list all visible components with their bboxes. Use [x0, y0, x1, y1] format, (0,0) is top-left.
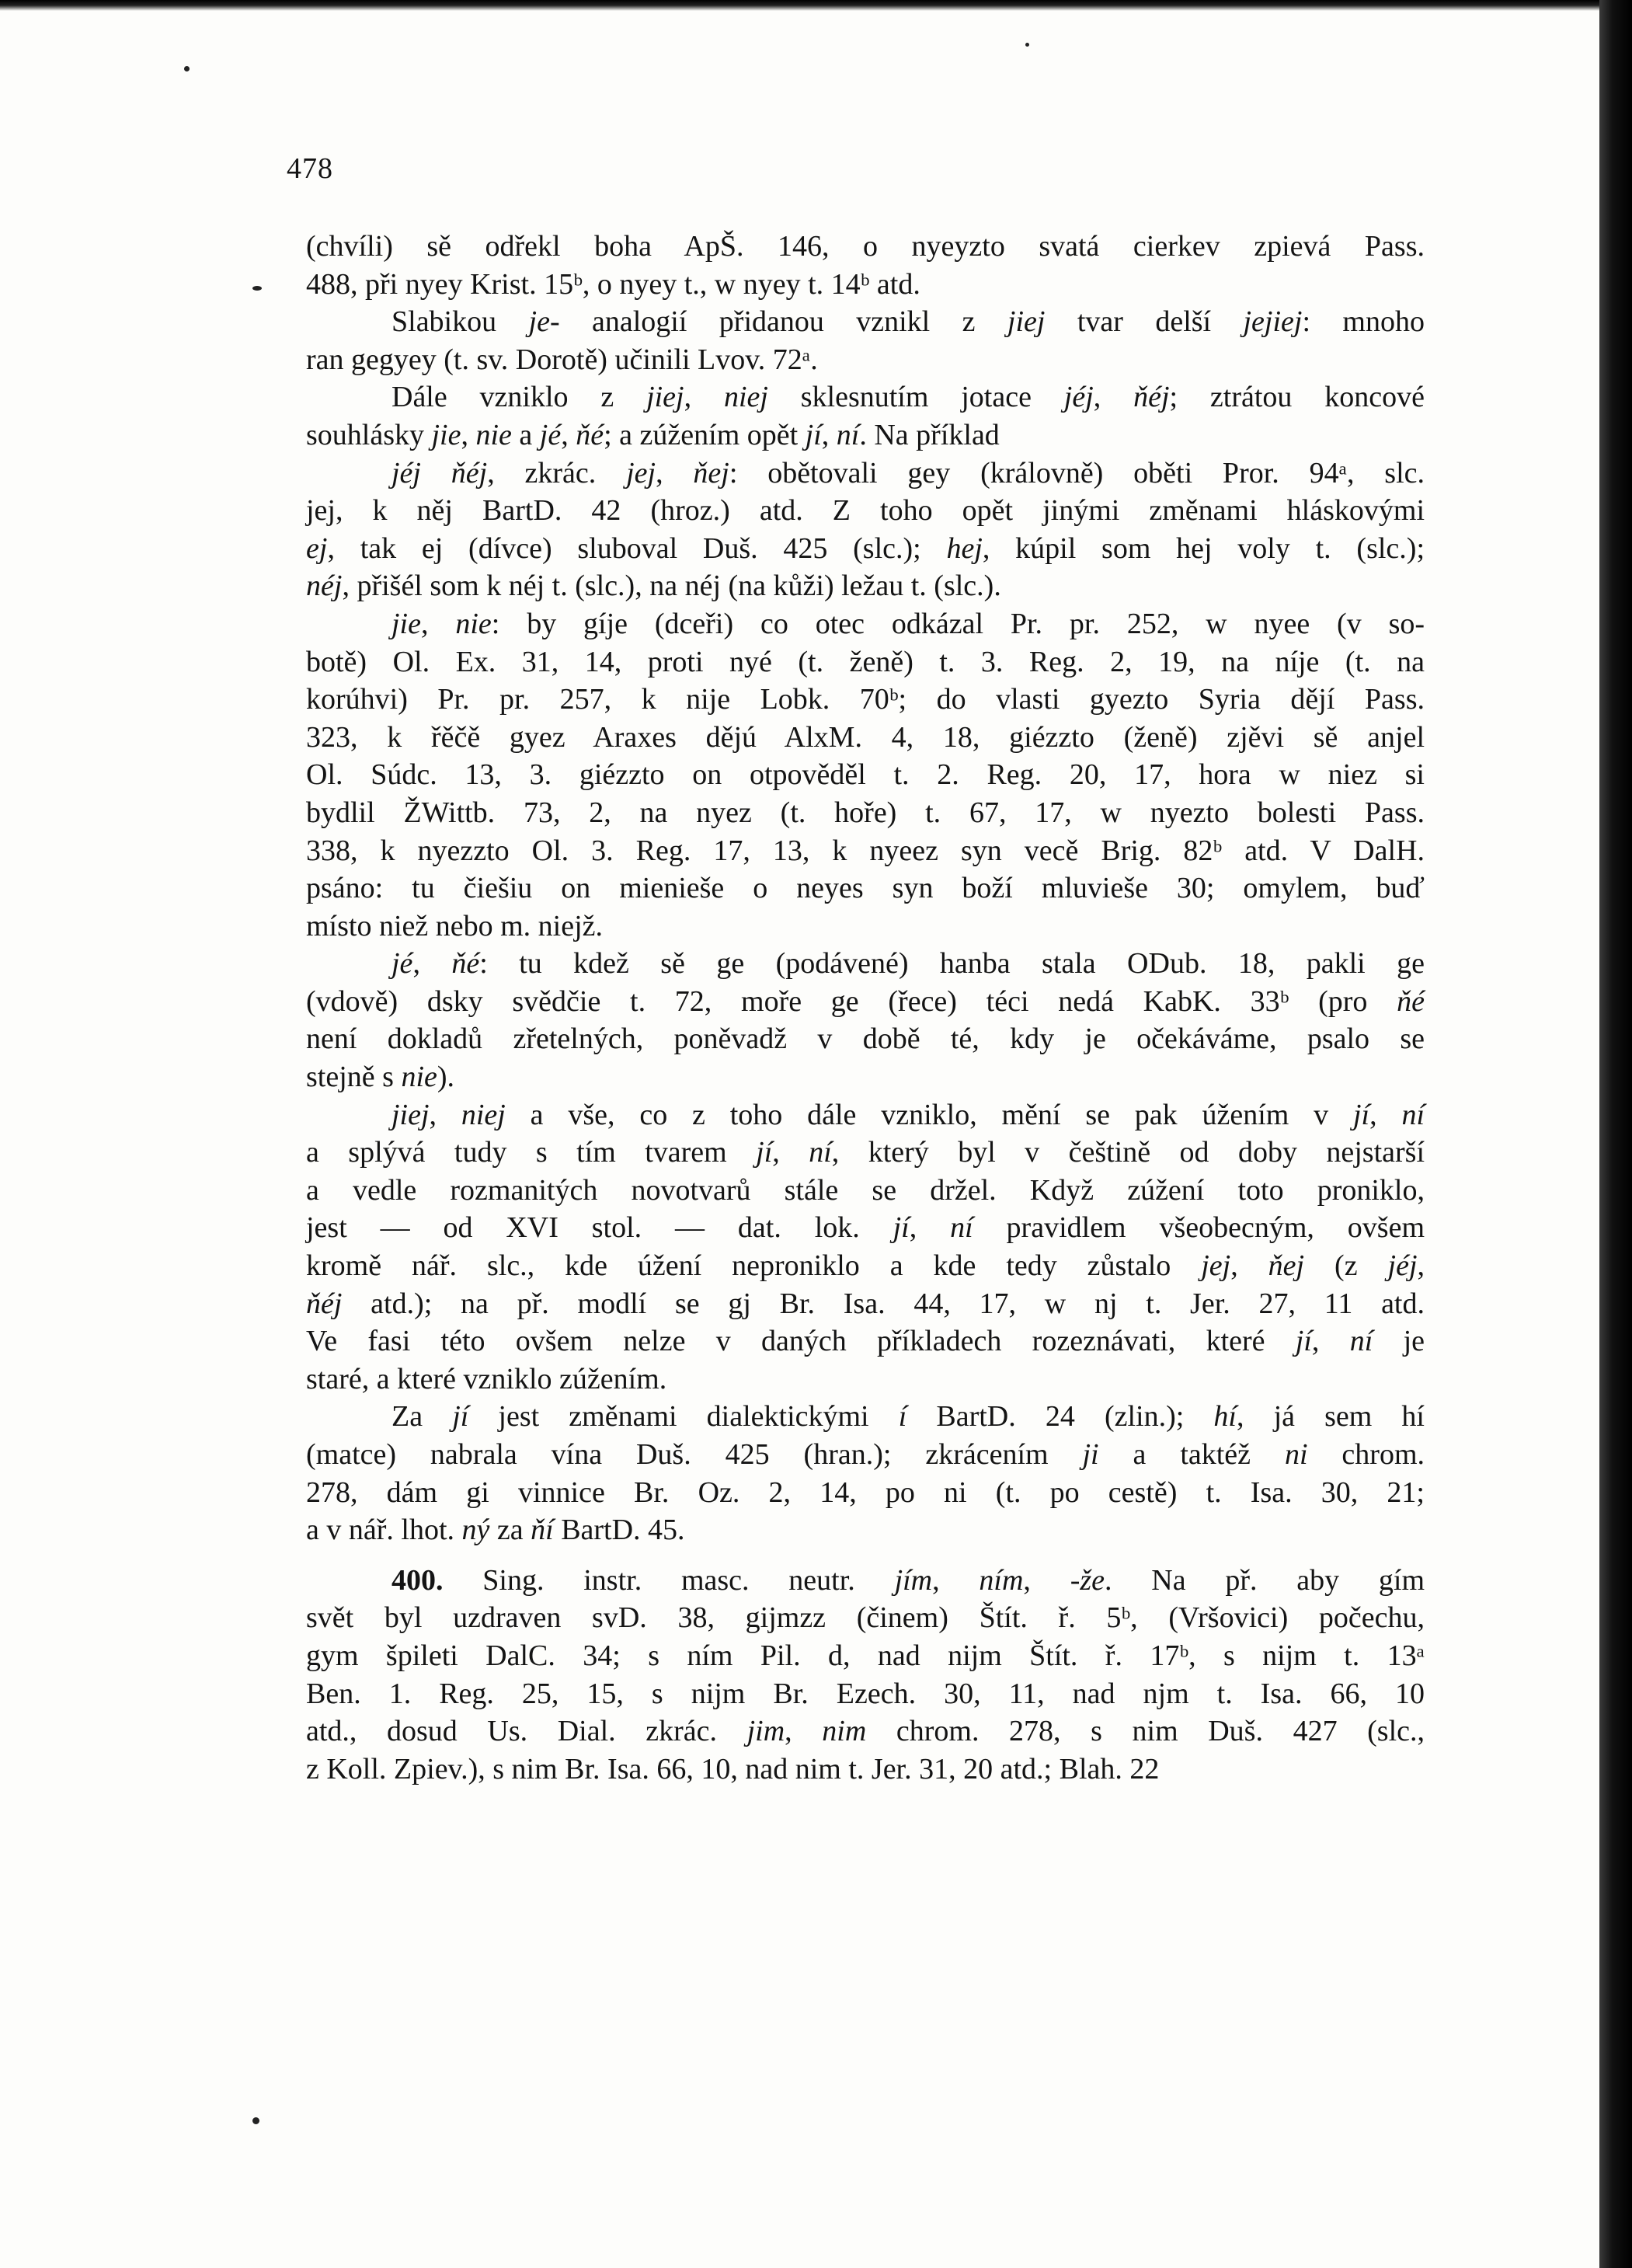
text-line: jie, nie: by gíje (dceři) co otec odkázal Pr. pr. 252, w nyee (v so-: [391, 607, 1425, 640]
scan-edge-top: [0, 0, 1632, 11]
text-line: 278, dám gi vinnice Br. Oz. 2, 14, po ni (t. po cestě) t. Isa. 30, 21;: [306, 1475, 1425, 1509]
text-line: ej, tak ej (dívce) sluboval Duš. 425 (slc.); hej, kúpil som hej voly t. (slc.);: [306, 531, 1425, 565]
text-line: 338, k nyezzto Ol. 3. Reg. 17, 13, k nyeez syn vecě Brig. 82ᵇ atd. V DalH.: [306, 834, 1425, 867]
text-line: (matce) nabrala vína Duš. 425 (hran.); zkrácením ji a taktéž ni chrom.: [306, 1438, 1425, 1471]
text-line: Ve fasi této ovšem nelze v daných příkladech rozeznávati, které jí, ní je: [306, 1325, 1425, 1358]
text-line: (vdově) dsky svědčie t. 72, moře ge (řece) téci nedá KabK. 33ᵇ (pro ňé: [306, 984, 1425, 1018]
text-line: néj, přišél som k néj t. (slc.), na néj (na kůži) ležau t. (slc.).: [306, 570, 1001, 603]
text-line: (chvíli) sě odřekl boha ApŠ. 146, o nyeyzto svatá cierkev zpievá Pass.: [306, 230, 1425, 263]
paragraph: [306, 455, 1425, 605]
paragraph: [306, 303, 1425, 378]
text-line: jej, k něj BartD. 42 (hroz.) atd. Z toho opět jinými změnami hláskovými: [306, 494, 1425, 528]
paragraph: [306, 945, 1425, 1096]
text-line: korúhvi) Pr. pr. 257, k nije Lobk. 70ᵇ; do vlasti gyezto Syria dějí Pass.: [306, 683, 1425, 716]
text-line: místo niež nebo m. niejž.: [306, 909, 604, 942]
text-line: a vedle rozmanitých novotvarů stále se držel. Když zúžení toto proniklo,: [306, 1173, 1425, 1207]
text-line: a v nář. lhot. ný za ňí BartD. 45.: [306, 1514, 685, 1547]
text-line: jé, ňé: tu kdež sě ge (podávené) hanba stala ODub. 18, pakli ge: [391, 947, 1425, 981]
section-gap: [306, 1549, 1425, 1562]
paragraph: [306, 378, 1425, 454]
text-line: atd., dosud Us. Dial. zkrác. jim, nim chrom. 278, s nim Duš. 427 (slc.,: [306, 1715, 1425, 1748]
text-line: a splývá tudy s tím tvarem jí, ní, který byl v češtině od doby nejstarší: [306, 1136, 1425, 1169]
text-line: Za jí jest změnami dialektickými í BartD. 24 (zlin.); hí, já sem hí: [391, 1400, 1425, 1434]
scan-speck: [252, 286, 262, 291]
text-line: gym špileti DalC. 34; s ním Pil. d, nad nijm Štít. ř. 17ᵇ, s nijm t. 13ᵃ: [306, 1639, 1425, 1672]
scan-edge-right: [1599, 0, 1632, 2268]
text-line: jéj ňéj, zkrác. jej, ňej: obětovali gey (královně) oběti Pror. 94ᵃ, slc.: [391, 456, 1425, 489]
text-line: souhlásky jie, nie a jé, ňé; a zúžením opět jí, ní. Na příklad: [306, 418, 1000, 451]
text-line: Ben. 1. Reg. 25, 15, s nijm Br. Ezech. 30, 11, nad njm t. Isa. 66, 10: [306, 1677, 1425, 1710]
text-line: jest — od XVI stol. — dat. lok. jí, ní pravidlem všeobecným, ovšem: [306, 1211, 1425, 1245]
text-line: 488, při nyey Krist. 15ᵇ, o nyey t., w nyey t. 14ᵇ atd.: [306, 267, 920, 301]
text-line: ran gegyey (t. sv. Dorotě) učinili Lvov. 72ᵃ.: [306, 343, 818, 376]
text-line: z Koll. Zpiev.), s nim Br. Isa. 66, 10, nad nim t. Jer. 31, 20 atd.; Blah. 22: [306, 1752, 1160, 1785]
text-line: botě) Ol. Ex. 31, 14, proti nyé (t. ženě) t. 3. Reg. 2, 19, na níje (t. na: [306, 645, 1425, 678]
text-line: kromě nář. slc., kde úžení neproniklo a kde tedy zůstalo jej, ňej (z jéj,: [306, 1249, 1425, 1283]
scan-speck: [184, 66, 190, 71]
text-line: není dokladů zřetelných, poněvadž v době té, kdy je očekáváme, psalo se: [306, 1023, 1425, 1056]
text-line: bydlil ŽWittb. 73, 2, na nyez (t. hoře) t. 67, 17, w nyezto bolesti Pass.: [306, 796, 1425, 829]
text-line: stejně s nie).: [306, 1061, 455, 1094]
text-line: Slabikou je- analogií přidanou vznikl z jiej tvar delší jejiej: mnoho: [391, 305, 1425, 339]
text-line: psáno: tu čiešiu on mieniešе o neyes syn boží mluviešе 30; omylem, buď: [306, 872, 1425, 905]
text-line: ňéj atd.); na př. modlí se gj Br. Isa. 44, 17, w nj t. Jer. 27, 11 atd.: [306, 1287, 1425, 1320]
paragraph: [306, 605, 1425, 945]
scan-speck: [252, 2117, 259, 2124]
text-line: jiej, niej a vše, co z toho dále vzniklo, mění se pak úžením v jí, ní: [391, 1098, 1425, 1131]
text-line: svět byl uzdraven svD. 38, gijmzz (činem) Štít. ř. 5ᵇ, (Vršovici) počechu,: [306, 1601, 1425, 1635]
text-line: 400. Sing. instr. masc. neutr. jím, ním, -že. Na př. aby gím: [391, 1563, 1425, 1597]
body-text: [306, 228, 1425, 1788]
paragraph: [306, 1398, 1425, 1549]
page-number: 478: [287, 152, 333, 185]
text-line: Ol. Súdc. 13, 3. giézzto on otpověděl t. 2. Reg. 20, 17, hora w niez si: [306, 758, 1425, 792]
text-line: 323, k řěčě gyez Araxes dějú AlxM. 4, 18, giézzto (ženě) zjěvi sě anjel: [306, 720, 1425, 754]
paragraph: [306, 228, 1425, 303]
text-line: staré, a které vzniklo zúžením.: [306, 1362, 667, 1395]
paragraph: [306, 1562, 1425, 1789]
paragraph: [306, 1096, 1425, 1399]
text-line: Dále vzniklo z jiej, niej sklesnutím jotace jéj, ňéj; ztrátou koncové: [391, 381, 1425, 414]
scan-speck: [1025, 43, 1029, 47]
